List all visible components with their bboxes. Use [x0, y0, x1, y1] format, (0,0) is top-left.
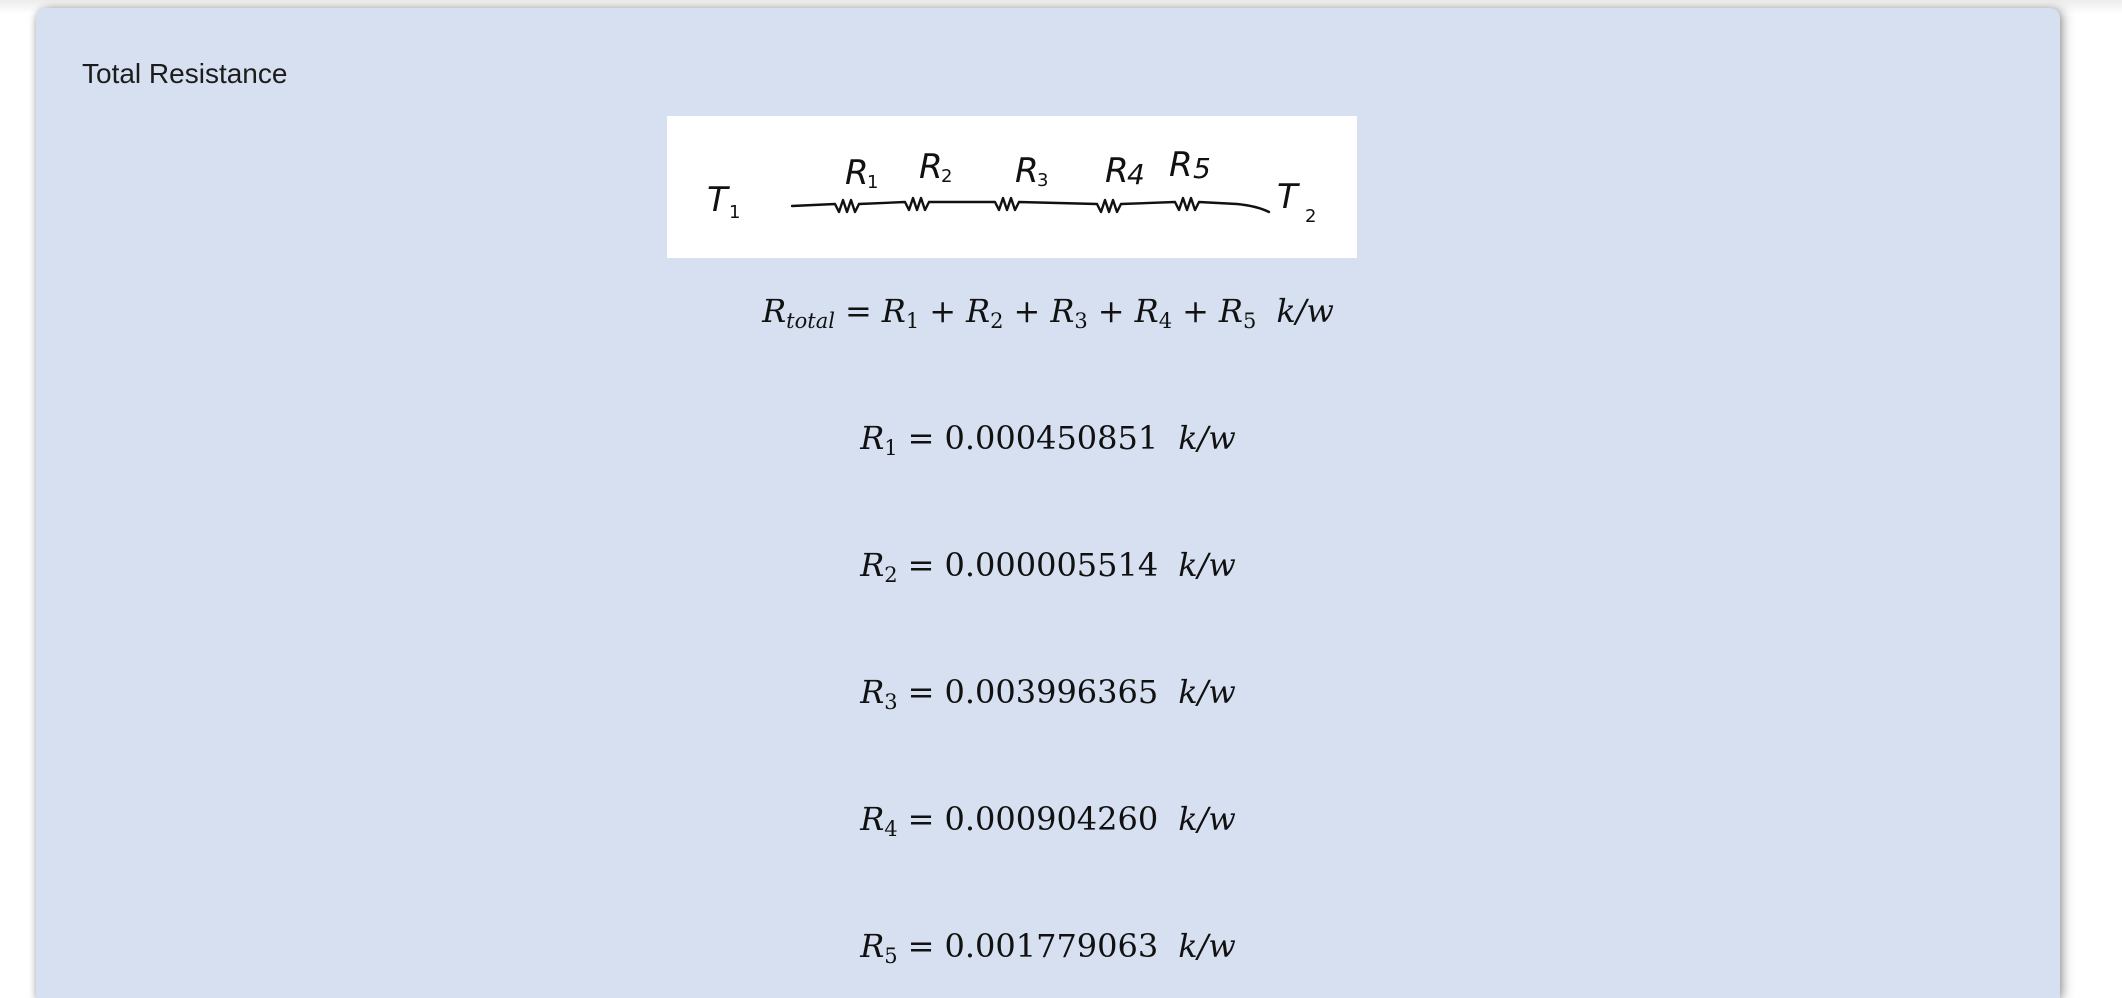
formula-unit: k/w	[1276, 292, 1334, 330]
value-unit: k/w	[1178, 673, 1236, 711]
resistance-value-r5: $R_5 = 0.001779063$ k/w	[860, 927, 1236, 968]
card-title: Total Resistance	[82, 58, 288, 89]
formula-term-sub-r4: 4	[1158, 309, 1173, 333]
value-number: 0.000904260	[944, 800, 1159, 838]
formula-lhs-sub: total	[786, 309, 835, 333]
value-subscript: 5	[884, 944, 898, 968]
value-symbol: R	[860, 927, 885, 965]
value-symbol: R	[860, 673, 885, 711]
circuit-diagram-image	[667, 116, 1357, 258]
formula-term-r3: R	[1050, 292, 1075, 330]
resistor-label-r2: R	[919, 147, 943, 187]
resistor-label-r3: R	[1015, 151, 1039, 191]
circuit-wire	[792, 198, 1269, 212]
resistance-value-r1: $R_1 = 0.000450851$ k/w	[860, 419, 1236, 460]
formula-term-sub-r5: 5	[1242, 309, 1257, 333]
terminal-right-label: T	[1277, 177, 1298, 217]
resistance-value-r4: $R_4 = 0.000904260$ k/w	[860, 800, 1236, 841]
resistor-sub-r3: 3	[1037, 170, 1049, 191]
value-symbol: R	[860, 419, 885, 457]
resistor-sub-r4: 4	[1127, 158, 1145, 191]
value-symbol: R	[860, 800, 885, 838]
formula-term-r5: R	[1218, 292, 1243, 330]
formula-term-r2: R	[966, 292, 991, 330]
value-unit: k/w	[1178, 419, 1236, 457]
circuit-diagram-svg	[667, 116, 1357, 258]
terminal-left-label: T	[707, 180, 728, 220]
resistor-labels	[845, 145, 1211, 193]
value-number: 0.000005514	[944, 546, 1159, 584]
value-subscript: 1	[884, 436, 898, 460]
value-symbol: R	[860, 546, 885, 584]
resistor-sub-r2: 2	[941, 166, 953, 187]
resistance-value-r3: $R_3 = 0.003996365$ k/w	[860, 673, 1236, 714]
resistor-label-r5: R	[1169, 145, 1193, 185]
terminal-right-sub: 2	[1305, 206, 1317, 227]
terminal-left-sub: 1	[729, 202, 741, 223]
resistor-label-r4: R	[1105, 151, 1129, 191]
value-unit: k/w	[1178, 546, 1236, 584]
value-subscript: 2	[884, 563, 898, 587]
formula-term-r1: R	[881, 292, 906, 330]
resistor-sub-r1: 1	[867, 172, 879, 193]
formula-term-sub-r2: 2	[990, 309, 1004, 333]
value-unit: k/w	[1178, 927, 1236, 965]
formula-lhs: R	[762, 292, 787, 330]
value-subscript: 3	[884, 690, 898, 714]
resistor-sub-r5: 5	[1193, 152, 1211, 185]
value-unit: k/w	[1178, 800, 1236, 838]
formula-term-r4: R	[1134, 292, 1159, 330]
value-number: 0.000450851	[944, 419, 1159, 457]
resistance-value-r2: $R_2 = 0.000005514$ k/w	[860, 546, 1236, 587]
value-number: 0.003996365	[944, 673, 1159, 711]
formula-term-sub-r3: 3	[1074, 309, 1088, 333]
formula-term-sub-r1: 1	[905, 309, 920, 333]
value-subscript: 4	[884, 817, 898, 841]
resistor-label-r1: R	[845, 153, 869, 193]
total-resistance-formula: $R_{total} = R_1 + R_2 + R_3 + R_4 + R_5$ k/w	[762, 292, 1334, 333]
value-number: 0.001779063	[944, 927, 1159, 965]
